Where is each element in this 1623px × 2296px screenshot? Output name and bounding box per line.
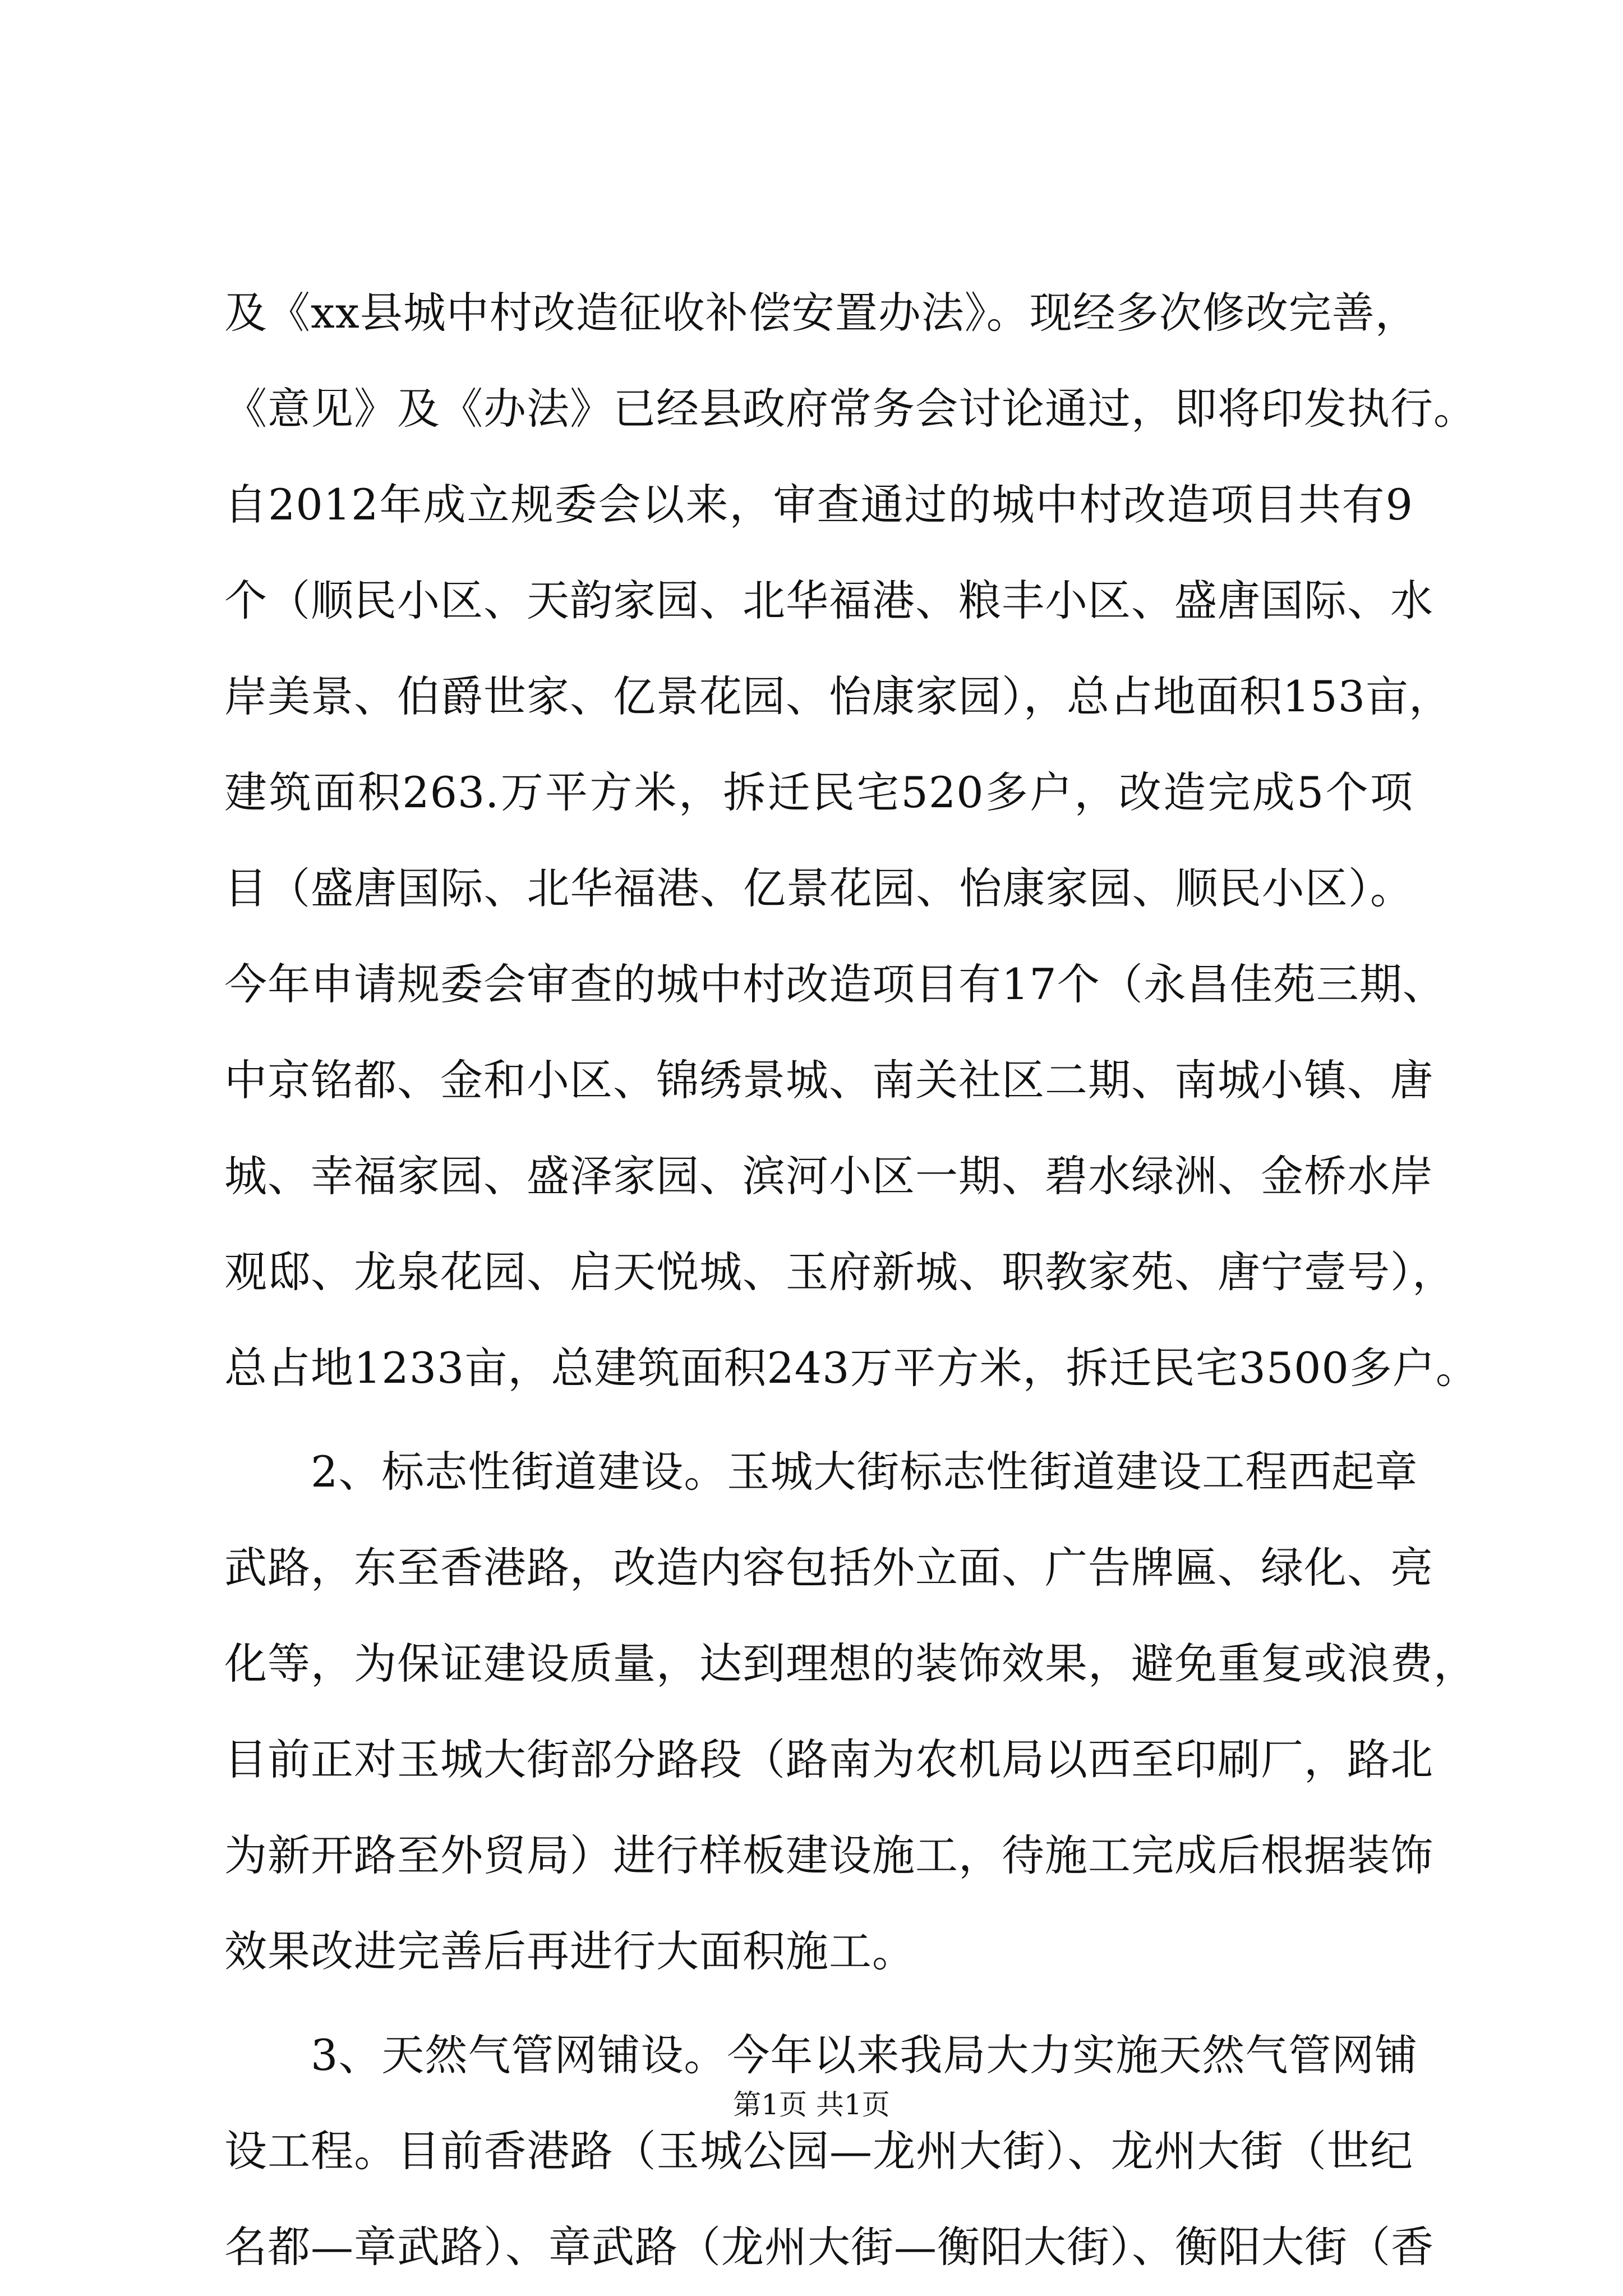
page-number-label: 第1页 共1页 [733,2088,890,2121]
text-line: 城、幸福家园、盛泽家园、滨河小区一期、碧水绿洲、金桥水岸 [224,1151,1433,1201]
text-line: 化等，为保证建设质量，达到理想的装饰效果，避免重复或浪费， [224,1639,1477,1688]
text-line: 目（盛唐国际、北华福港、亿景花园、怡康家园、顺民小区）。 [224,863,1413,913]
text-line: 设工程。目前香港路（玉城公园—龙州大街）、龙州大街（世纪 [224,2126,1413,2176]
text-line: 为新开路至外贸局）进行样板建设施工，待施工完成后根据装饰 [224,1830,1433,1880]
text-line: 观邸、龙泉花园、启天悦城、玉府新城、职教家苑、唐宁壹号）， [224,1247,1455,1297]
document-body [224,265,1479,2295]
text-line: 效果改进完善后再进行大面积施工。 [224,1926,915,1976]
text-line: 自2012年成立规委会以来，审查通过的城中村改造项目共有9 [224,480,1413,530]
text-line: 总占地1233亩，总建筑面积243万平方米，拆迁民宅3500多户。 [224,1343,1479,1393]
text-line: 《意见》及《办法》已经县政府常务会讨论通过，即将印发执行。 [224,384,1477,434]
text-line: 中京铭都、金和小区、锦绣景城、南关社区二期、南城小镇、唐 [224,1055,1433,1105]
text-line: 今年申请规委会审查的城中村改造项目有17个（永昌佳苑三期、 [224,959,1446,1009]
text-line: 及《xx县城中村改造征收补偿安置办法》。现经多次修改完善， [224,288,1418,338]
page-footer [0,2082,1623,2127]
text-line: 岸美景、伯爵世家、亿景花园、怡康家园），总占地面积153亩， [224,671,1453,721]
text-line: 武路，东至香港路，改造内容包括外立面、广告牌匾、绿化、亮 [224,1543,1433,1593]
text-line: 建筑面积263.万平方米，拆迁民宅520多户，改造完成5个项 [224,767,1413,817]
text-line: 名都—章武路）、章武路（龙州大街—衡阳大街）、衡阳大街（香 [224,2222,1434,2272]
text-line: 个（顺民小区、天韵家园、北华福港、粮丰小区、盛唐国际、水 [224,576,1433,625]
text-line: 3、天然气管网铺设。今年以来我局大力实施天然气管网铺 [224,2030,1418,2080]
text-line: 2、标志性街道建设。玉城大街标志性街道建设工程西起章 [224,1447,1418,1497]
text-line: 目前正对玉城大街部分路段（路南为农机局以西至印刷厂，路北 [224,1734,1433,1784]
